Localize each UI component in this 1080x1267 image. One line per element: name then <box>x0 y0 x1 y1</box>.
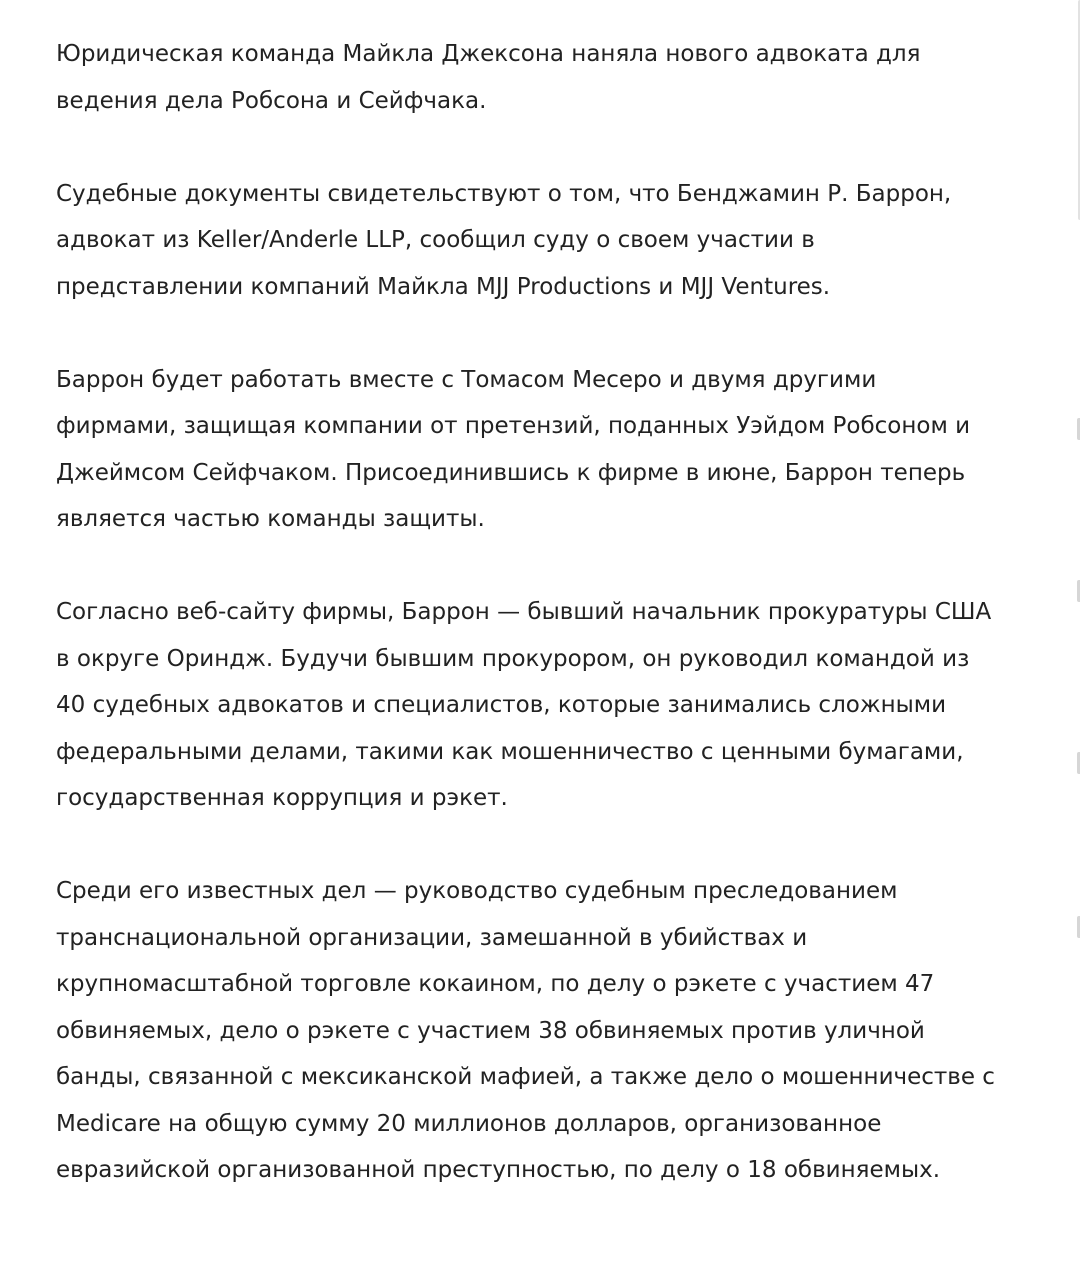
paragraph-4 <box>56 589 1046 822</box>
text-line: обвиняемых, дело о рэкете с участием 38 обвиняемых против уличной <box>56 1017 925 1044</box>
paragraph-1 <box>56 31 1046 124</box>
text-line: в округе Ориндж. Будучи бывшим прокурором, он руководил командой из <box>56 645 970 672</box>
text-line: Среди его известных дел — руководство судебным преследованием <box>56 878 898 904</box>
paragraph-5 <box>56 868 1046 1194</box>
text-line: банды, связанной с мексиканской мафией, а также дело о мошенничестве с <box>56 1064 995 1090</box>
text-line: Баррон будет работать вместе с Томасом Месеро и двумя другими <box>56 366 877 393</box>
paragraph-3 <box>56 357 1046 543</box>
text-line: фирмами, защищая компании от претензий, поданных Уэйдом Робсоном и <box>56 413 971 439</box>
text-line: адвокат из Keller/Anderle LLP, сообщил суду о своем участии в <box>56 227 815 253</box>
text-line: евразийской организованной преступностью, по делу о 18 обвиняемых. <box>56 1157 941 1183</box>
text-line: Согласно веб-сайту фирмы, Баррон — бывший начальник прокуратуры США <box>56 599 992 625</box>
text-line: государственная коррупция и рэкет. <box>56 785 508 811</box>
paragraph-2 <box>56 171 1046 311</box>
text-line: представлении компаний Майкла MJJ Productions и MJJ Ventures. <box>56 273 831 300</box>
text-line: 40 судебных адвокатов и специалистов, которые занимались сложными <box>56 692 947 718</box>
text-line: федеральными делами, такими как мошенничество с ценными бумагами, <box>56 738 964 765</box>
text-line: Юридическая команда Майкла Джексона наняла нового адвоката для <box>56 41 921 67</box>
text-line: крупномасштабной торговле кокаином, по делу о рэкете с участием 47 <box>56 971 935 997</box>
text-line: ведения дела Робсона и Сейфчака. <box>56 87 487 114</box>
text-line: Medicare на общую сумму 20 миллионов долларов, организованное <box>56 1110 882 1137</box>
article-body <box>56 31 1046 1240</box>
text-line: является частью команды защиты. <box>56 506 485 532</box>
text-line: транснациональной организации, замешанной в убийствах и <box>56 924 808 951</box>
text-line: Джеймсом Сейфчаком. Присоединившись к фирме в июне, Баррон теперь <box>56 459 966 486</box>
text-line: Судебные документы свидетельствуют о том, что Бенджамин Р. Баррон, <box>56 180 952 207</box>
